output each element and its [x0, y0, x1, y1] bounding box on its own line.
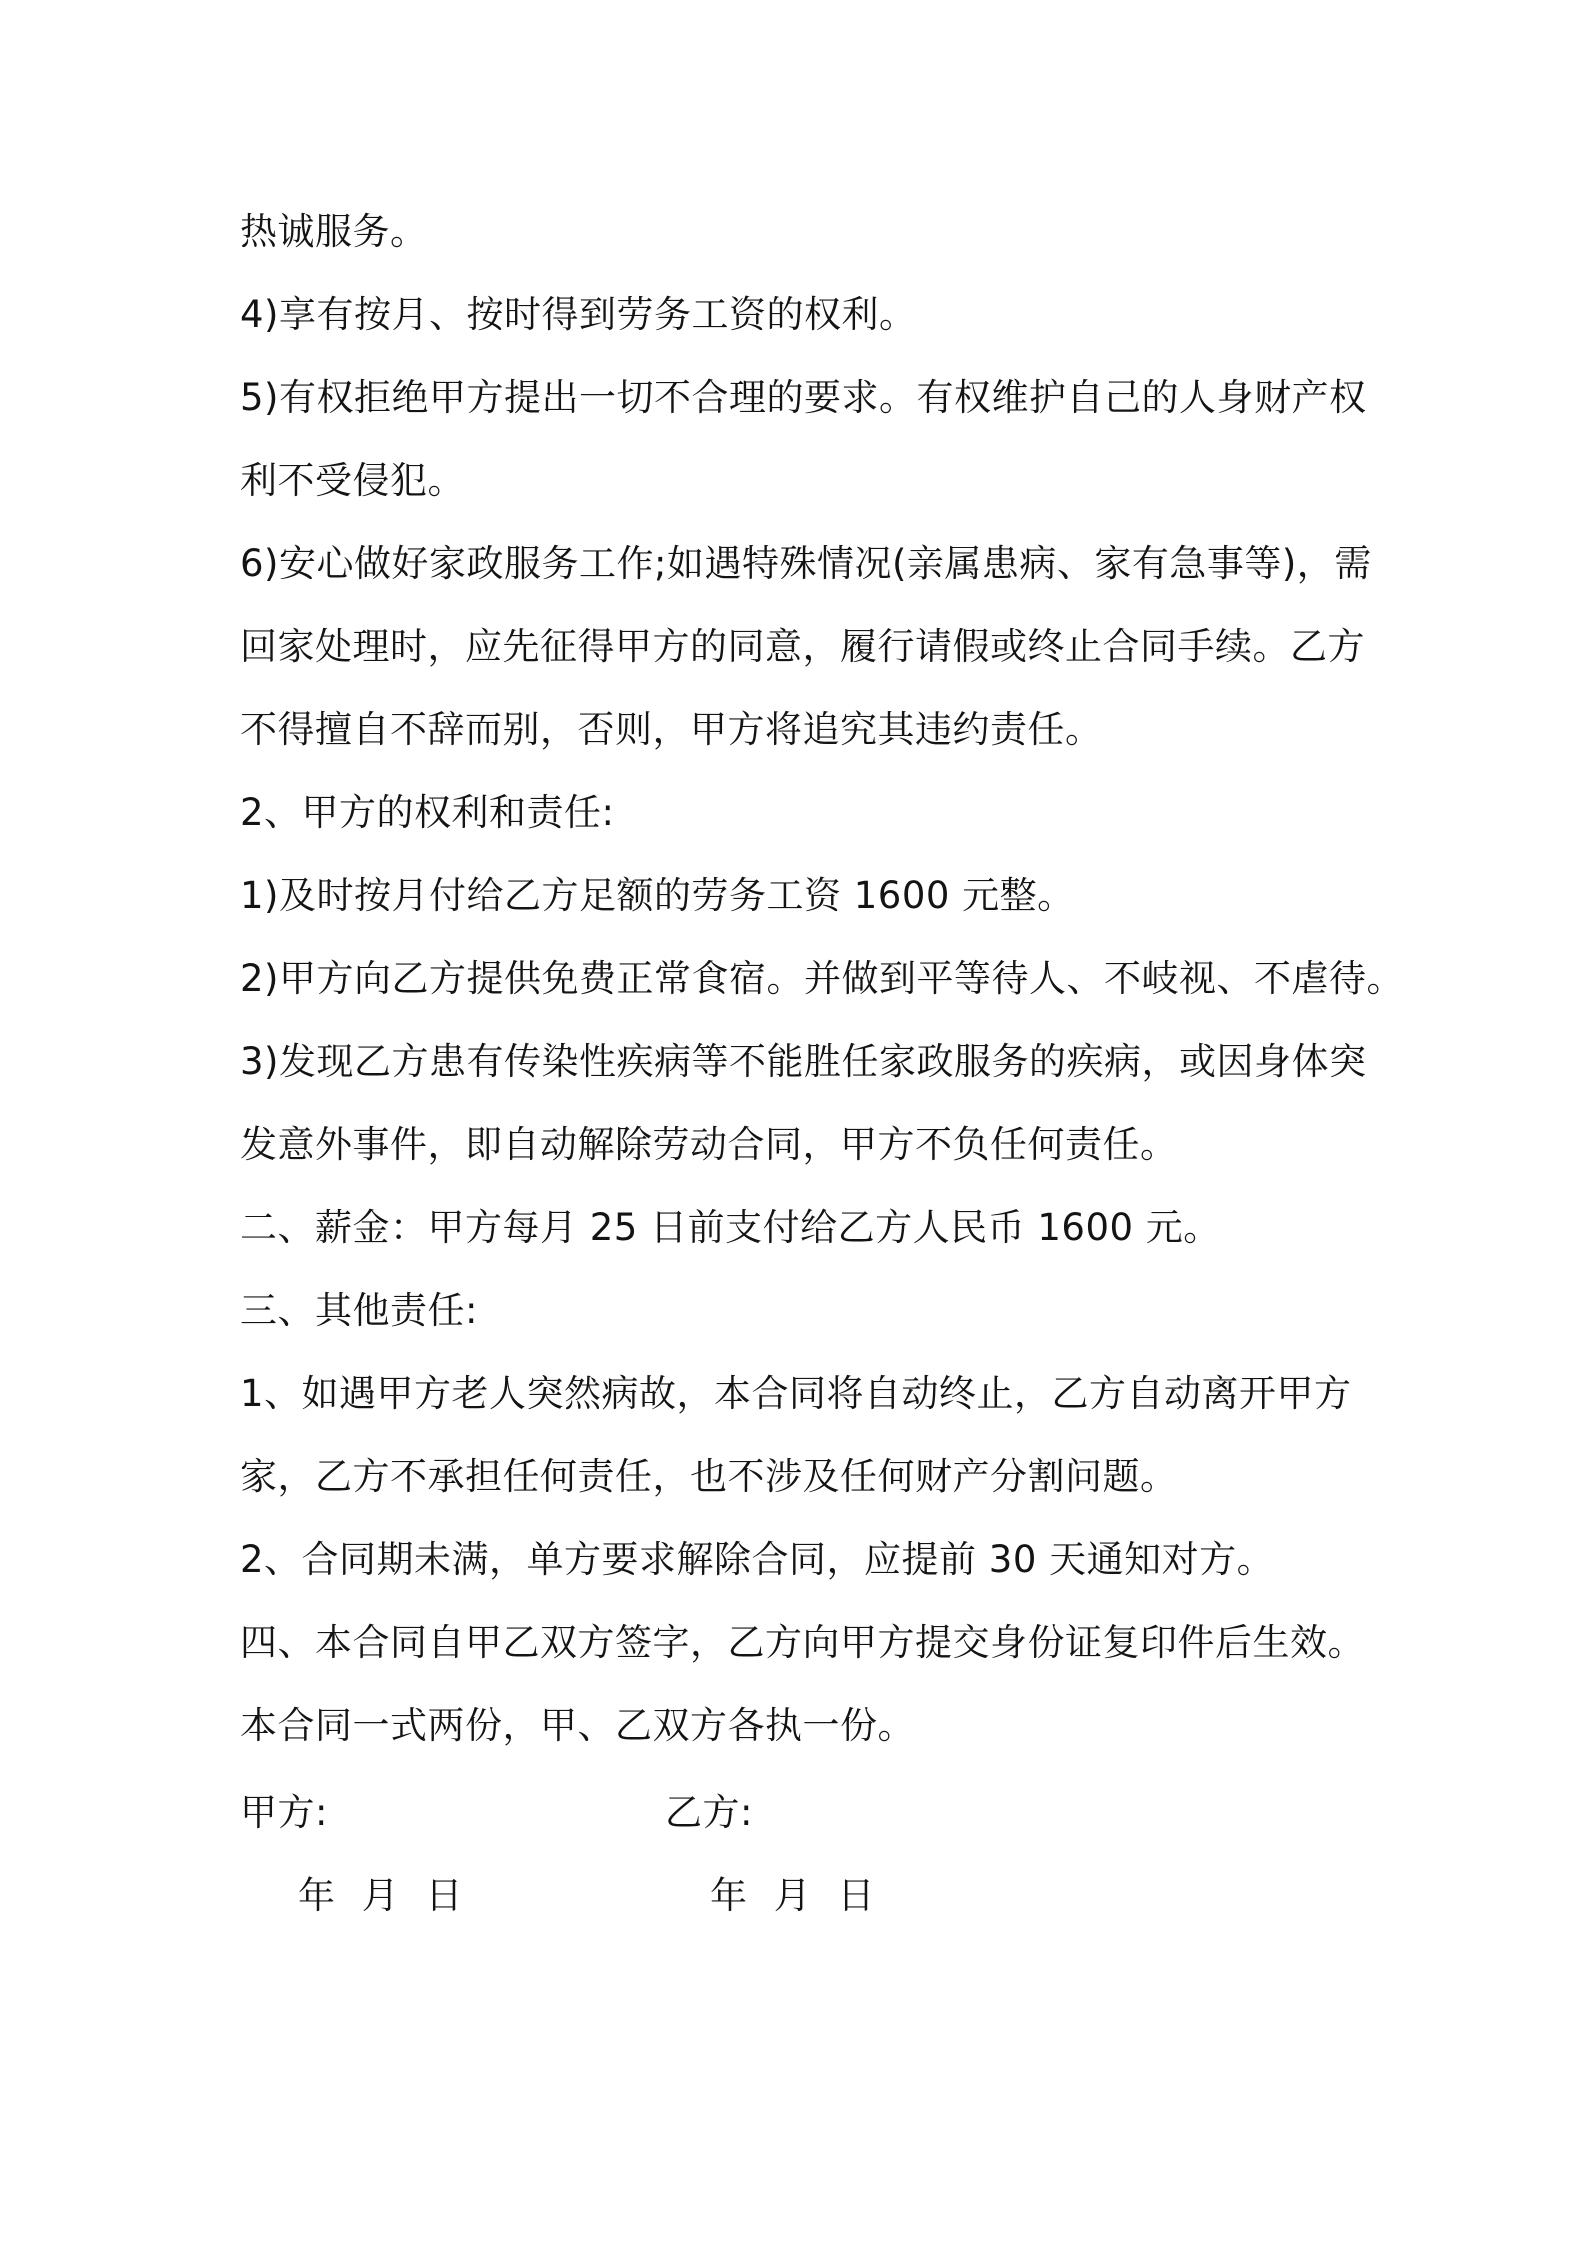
text-line: 6)安心做好家政服务工作;如遇特殊情况(亲属患病、家有急事等)，需 [240, 542, 1372, 585]
section-heading: 2、甲方的权利和责任: [240, 791, 615, 834]
section-heading: 四、本合同自甲乙双方签字，乙方向甲方提交身份证复印件后生效。 [240, 1621, 1365, 1664]
text-line: 3)发现乙方患有传染性疾病等不能胜任家政服务的疾病，或因身体突 [240, 1040, 1367, 1083]
section-heading: 三、其他责任: [240, 1289, 478, 1332]
text-line: 本合同一式两份，甲、乙双方各执一份。 [240, 1704, 915, 1747]
text-line: 不得擅自不辞而别，否则，甲方将追究其违约责任。 [240, 708, 1103, 751]
text-line: 家，乙方不承担任何责任，也不涉及任何财产分割问题。 [240, 1455, 1178, 1498]
text-line: 1)及时按月付给乙方足额的劳务工资 1600 元整。 [240, 874, 1075, 917]
text-line: 发意外事件，即自动解除劳动合同，甲方不负任何责任。 [240, 1123, 1178, 1166]
text-line: 1、如遇甲方老人突然病故，本合同将自动终止，乙方自动离开甲方 [240, 1372, 1352, 1415]
party-a-date: 年 月 日 [298, 1874, 464, 1917]
party-b-label: 乙方: [665, 1791, 753, 1834]
section-heading: 二、薪金：甲方每月 25 日前支付给乙方人民币 1600 元。 [240, 1206, 1221, 1249]
text-line: 利不受侵犯。 [240, 459, 465, 502]
text-line: 4)享有按月、按时得到劳务工资的权利。 [240, 293, 917, 336]
contract-body [240, 190, 1404, 1767]
text-line: 2)甲方向乙方提供免费正常食宿。并做到平等待人、不岐视、不虐待。 [240, 957, 1404, 1000]
text-line: 热诚服务。 [240, 210, 428, 253]
party-b-date: 年 月 日 [710, 1874, 876, 1917]
text-line: 2、合同期未满，单方要求解除合同，应提前 30 天通知对方。 [240, 1538, 1275, 1581]
party-a-label: 甲方: [240, 1791, 328, 1834]
text-line: 5)有权拒绝甲方提出一切不合理的要求。有权维护自己的人身财产权 [240, 376, 1367, 419]
text-line: 回家处理时，应先征得甲方的同意，履行请假或终止合同手续。乙方 [240, 625, 1365, 668]
signature-party-row [240, 1771, 1360, 1854]
signature-date-row [240, 1854, 1360, 1937]
